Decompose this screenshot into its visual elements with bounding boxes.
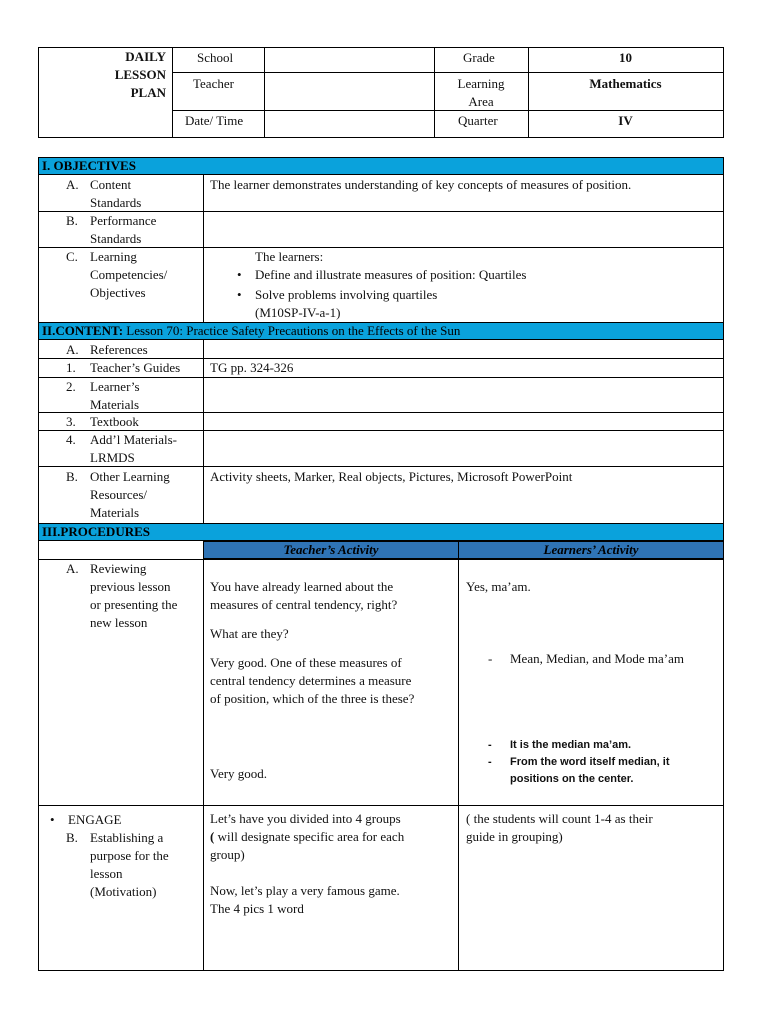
content-standards-value: The learner demonstrates understanding of key concepts of measures of position. <box>210 177 632 192</box>
doc-title: DAILY LESSON PLAN <box>114 49 166 100</box>
objectives-heading: I. OBJECTIVES <box>42 158 136 173</box>
competencies-intro: The learners: <box>255 249 324 264</box>
objectives-band <box>38 157 724 175</box>
learner-activity-header: Learners’ Activity <box>458 541 724 559</box>
reviewing-learner-answers-3: - It is the median ma’am. - From the word itself median, it positions on the center. <box>486 737 708 788</box>
textbook-label: 3. Textbook <box>66 414 139 429</box>
competency-item: • Solve problems involving quartiles <box>231 286 711 304</box>
teacher-activity-header: Teacher’s Activity <box>203 541 459 559</box>
reviewing-label: A. Reviewing previous lesson or presenting the new lesson <box>66 561 178 630</box>
learners-materials-label: 2. Learner’s Materials <box>66 379 140 412</box>
lrmds-label: 4. Add’l Materials- LRMDS <box>66 432 178 465</box>
content-standards-label: A. Content Standards <box>66 177 142 210</box>
quarter-label: Quarter <box>458 113 498 128</box>
establishing-purpose-label: B. Establishing a purpose for the lesson (Motivation) <box>66 830 169 899</box>
engage-label: • ENGAGE <box>44 811 121 829</box>
engage-learner-activity: ( the students will count 1-4 as their guide in grouping) <box>466 811 653 844</box>
competencies-label: C. Learning Competencies/ Objectives <box>66 249 168 300</box>
engage-teacher-activity: Let’s have you divided into 4 groups ( will designate specific area for each group) Now, let’s play a very famous game. The 4 pics 1 word <box>210 811 405 916</box>
datetime-label: Date/ Time <box>185 113 244 128</box>
performance-standards-label: B. Performance Standards <box>66 213 157 246</box>
teachers-guides-value: TG pp. 324-326 <box>210 360 294 375</box>
teacher-label: Teacher <box>193 76 234 91</box>
reviewing-learner-answer-2: - Mean, Median, and Mode ma’am <box>486 650 721 668</box>
grade-value: 10 <box>619 50 632 65</box>
learning-area-value: Mathematics <box>589 76 662 91</box>
reviewing-teacher-activity: You have already learned about the measures of central tendency, right? What are they? Very good. One of these measures of central tendency determines a measure of position, which of the three is these? Very good. <box>210 579 415 781</box>
competencies-value <box>231 248 711 322</box>
school-label: School <box>197 50 234 65</box>
other-resources-value: Activity sheets, Marker, Real objects, Pictures, Microsoft PowerPoint <box>210 469 573 484</box>
other-resources-label: B. Other Learning Resources/ Materials <box>66 469 170 520</box>
procedures-heading: III.PROCEDURES <box>42 524 150 539</box>
teachers-guides-label: 1. Teacher’s Guides <box>66 360 181 375</box>
grade-label: Grade <box>463 50 495 65</box>
learning-area-label: Learning Area <box>457 76 505 109</box>
reviewing-learner-answer-1: Yes, ma’am. <box>466 579 531 594</box>
content-heading: II.CONTENT: Lesson 70: Practice Safety Precautions on the Effects of the Sun <box>42 323 461 338</box>
references-label: A. References <box>66 342 148 357</box>
competency-code: (M10SP-IV-a-1) <box>255 305 341 320</box>
quarter-value: IV <box>618 113 633 128</box>
competency-item: • Define and illustrate measures of position: Quartiles <box>231 266 711 284</box>
